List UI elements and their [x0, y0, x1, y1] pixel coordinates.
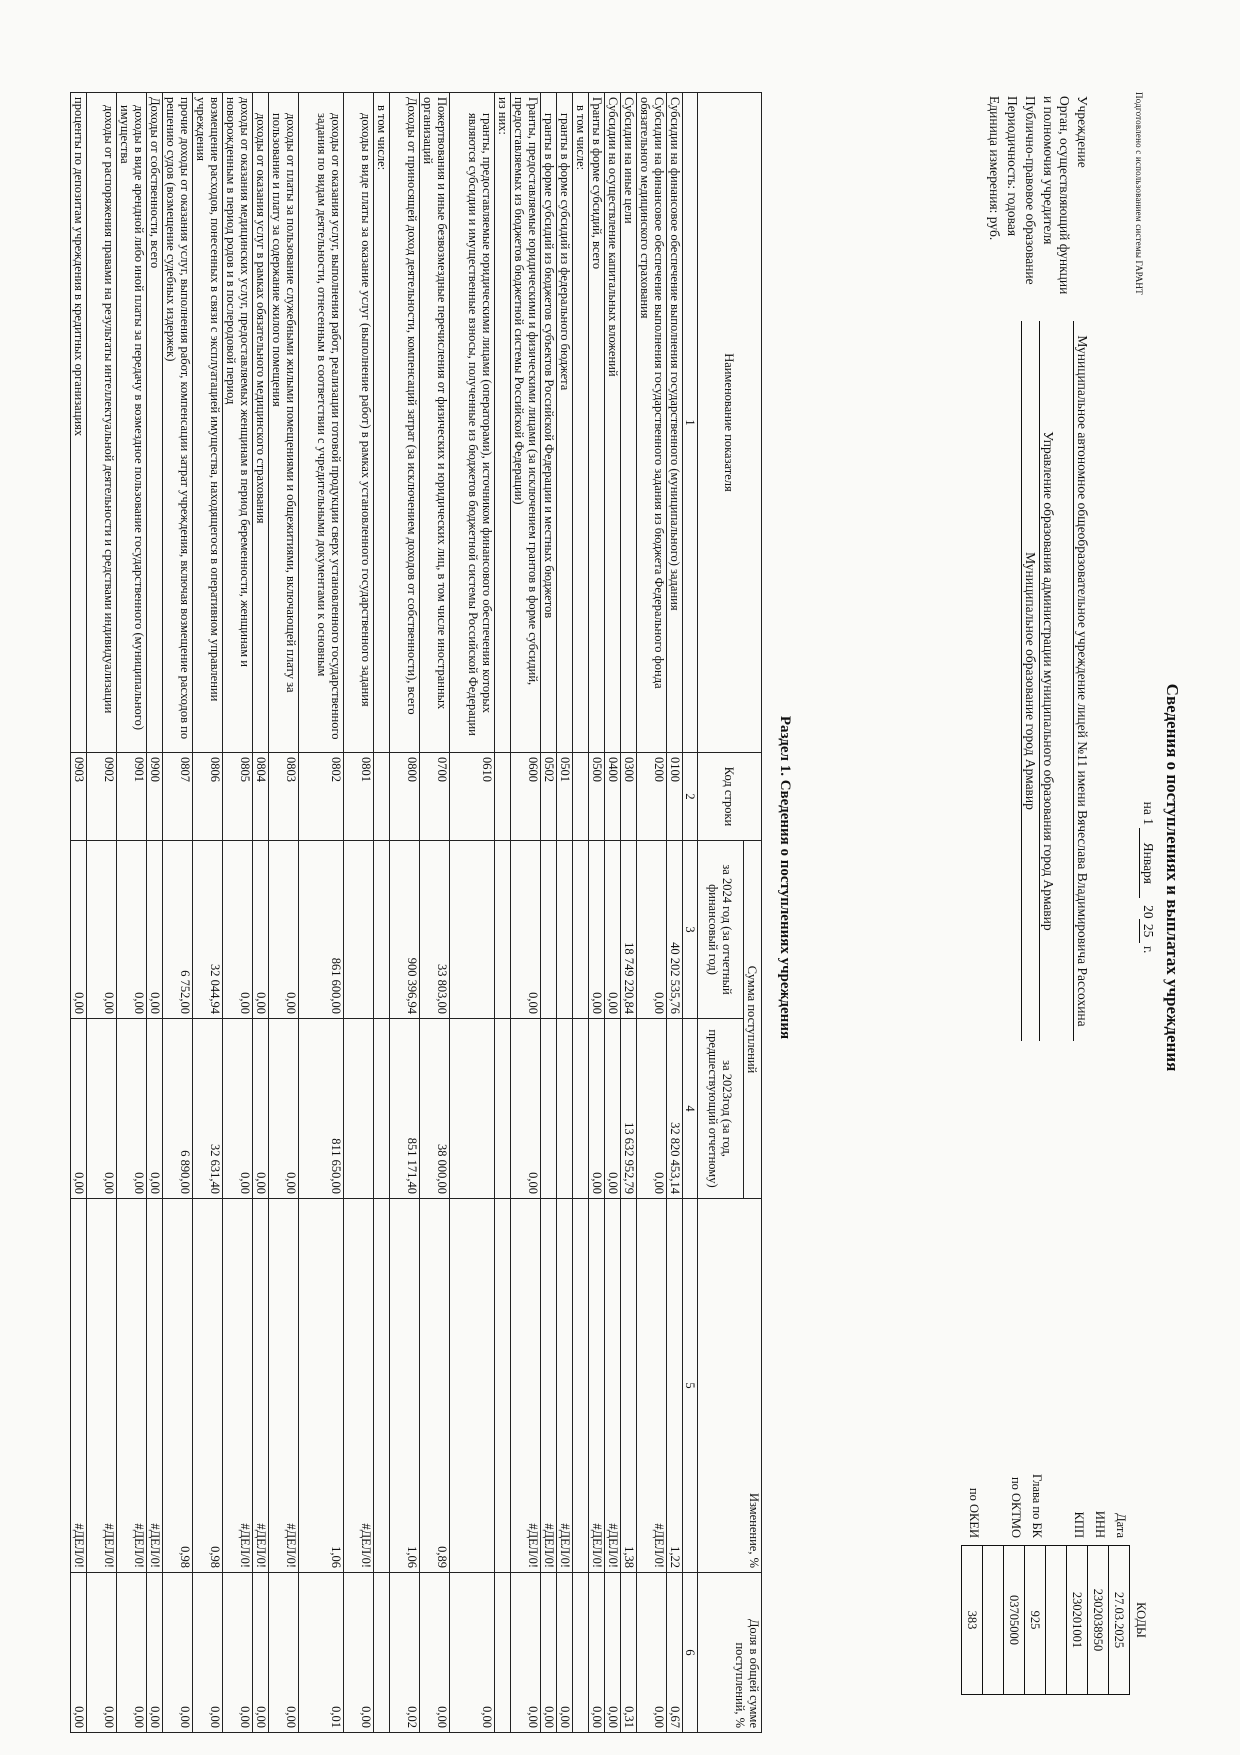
header-current: за 2024 год (за отчетный финансовый год) [698, 841, 744, 1019]
header-sum-group: Сумма поступлений [744, 841, 762, 1199]
row-previous-sum: 6 890,00 [163, 1019, 193, 1199]
row-name: из них: [495, 93, 511, 753]
row-change [573, 1199, 589, 1573]
table-row [557, 93, 573, 1733]
row-name: Пожертвования и иные безвозмездные перечисления от физических и юридических лиц, в том числе иностранных организаций [420, 93, 450, 753]
row-change: 0,89 [420, 1199, 450, 1573]
row-share: 0,00 [163, 1573, 193, 1733]
row-previous-sum: 38 000,00 [420, 1019, 450, 1199]
row-change [450, 1199, 495, 1573]
row-change: #ДЕЛ/0! [589, 1199, 605, 1573]
row-share: 0,00 [223, 1573, 253, 1733]
row-share: 0,00 [589, 1573, 605, 1733]
row-share: 0,00 [117, 1573, 147, 1733]
code-inn: 2302038950 [1088, 1546, 1109, 1695]
table-row [420, 93, 450, 1733]
row-change [374, 1199, 390, 1573]
row-name: гранты в форме субсидий из федерального бюджета [557, 93, 573, 753]
col-number: 5 [683, 1199, 698, 1573]
code-bk: 925 [1025, 1546, 1046, 1695]
table-row [299, 93, 344, 1733]
row-current-sum: 900 396,94 [390, 841, 420, 1019]
row-change: #ДЕЛ/0! [269, 1199, 299, 1573]
meta-value: Муниципальное образование город Армавир [1021, 321, 1038, 1041]
row-share: 0,00 [193, 1573, 223, 1733]
row-previous-sum: 0,00 [589, 1019, 605, 1199]
row-previous-sum: 32 820 453,14 [667, 1019, 683, 1199]
header-change: Изменение, % [698, 1199, 762, 1573]
row-name: прочие доходы от оказания услуг, выполнения работ, компенсации затрат учреждения, включая возмещение расходов по решению судов (возмещение судебных издержек) [163, 93, 193, 753]
header-previous: за 2023год (за год, предшествующий отчетному) [698, 1019, 744, 1199]
row-share: 0,00 [605, 1573, 621, 1733]
row-code: 0902 [87, 753, 117, 841]
row-share: 0,00 [450, 1573, 495, 1733]
codes-label-bk: Глава по БК [1030, 1473, 1044, 1538]
row-current-sum [374, 841, 390, 1019]
code-empty [1046, 1546, 1067, 1695]
row-name: доходы от оказания услуг в рамках обязательного медицинского страхования [253, 93, 269, 753]
col-number: 2 [683, 753, 698, 841]
table-row [87, 93, 117, 1733]
row-current-sum: 861 600,00 [299, 841, 344, 1019]
row-name: доходы от распоряжения правами на результаты интеллектуальной деятельности и средствами индивидуализации [87, 93, 117, 753]
code-okei: 383 [962, 1546, 983, 1695]
row-name: в том числе: [573, 93, 589, 753]
row-code: 0900 [147, 753, 163, 841]
table-row [147, 93, 163, 1733]
row-code: 0807 [163, 753, 193, 841]
document-title: Сведения о поступлениях и выплатах учреждения [1163, 683, 1182, 1072]
row-change: 0,98 [193, 1199, 223, 1573]
row-current-sum: 0,00 [147, 841, 163, 1019]
row-share [495, 1573, 511, 1733]
table-row [573, 93, 589, 1733]
row-current-sum: 0,00 [589, 841, 605, 1019]
row-share: 0,31 [621, 1573, 637, 1733]
row-name: Субсидии на финансовое обеспечение выполнения государственного (муниципального) задания [667, 93, 683, 753]
row-previous-sum [573, 1019, 589, 1199]
meta-public-entity [1022, 96, 1038, 810]
row-previous-sum [374, 1019, 390, 1199]
table-row [374, 93, 390, 1733]
row-code: 0400 [605, 753, 621, 841]
row-current-sum: 0,00 [87, 841, 117, 1019]
date-prefix: на 1 [1141, 801, 1156, 825]
row-previous-sum: 811 650,00 [299, 1019, 344, 1199]
row-code: 0502 [541, 753, 557, 841]
header-share: Доля в общей сумме поступлений, % [698, 1573, 762, 1733]
row-current-sum: 0,00 [253, 841, 269, 1019]
codes-label-okei: по ОКЕИ [967, 1487, 981, 1538]
row-name: Субсидии на финансовое обеспечение выполнения государственного задания из бюджета Федерального фонда обязательного медицинского страхования [637, 93, 667, 753]
row-current-sum: 0,00 [511, 841, 541, 1019]
table-row [390, 93, 420, 1733]
row-current-sum: 0,00 [605, 841, 621, 1019]
meta-founder-1 [1056, 96, 1072, 311]
row-code [374, 753, 390, 841]
section-title: Раздел 1. Сведения о поступлениях учреждения [777, 715, 793, 1040]
row-code: 0600 [511, 753, 541, 841]
table-row [541, 93, 557, 1733]
row-change: #ДЕЛ/0! [147, 1199, 163, 1573]
row-change: #ДЕЛ/0! [541, 1199, 557, 1573]
table-row [589, 93, 605, 1733]
row-change: 1,38 [621, 1199, 637, 1573]
row-previous-sum [557, 1019, 573, 1199]
row-current-sum: 6 752,00 [163, 841, 193, 1019]
table-row [269, 93, 299, 1733]
row-change: #ДЕЛ/0! [117, 1199, 147, 1573]
header-name: Наименование показателя [698, 93, 762, 753]
row-previous-sum: 0,00 [253, 1019, 269, 1199]
row-name: возмещение расходов, понесенных в связи с эксплуатацией имущества, находящегося в оперативном управлении учреждения [193, 93, 223, 753]
garant-note: Подготовлено с использованием системы ГАРАНТ [1134, 92, 1144, 295]
row-code [495, 753, 511, 841]
row-change: #ДЕЛ/0! [511, 1199, 541, 1573]
row-previous-sum: 0,00 [223, 1019, 253, 1199]
row-name: гранты в форме субсидий из бюджетов субъектов Российской Федерации и местных бюджетов [541, 93, 557, 753]
row-name: в том числе: [374, 93, 390, 753]
table-row [253, 93, 269, 1733]
table-row [605, 93, 621, 1733]
row-change: 1,22 [667, 1199, 683, 1573]
row-name: Субсидии на иные цели [621, 93, 637, 753]
row-code: 0500 [589, 753, 605, 841]
row-change: #ДЕЛ/0! [253, 1199, 269, 1573]
row-current-sum [495, 841, 511, 1019]
row-code: 0801 [344, 753, 374, 841]
row-previous-sum: 0,00 [637, 1019, 667, 1199]
row-previous-sum [495, 1019, 511, 1199]
row-previous-sum: 32 631,40 [193, 1019, 223, 1199]
row-current-sum [557, 841, 573, 1019]
table-row [450, 93, 495, 1733]
row-current-sum: 0,00 [269, 841, 299, 1019]
row-current-sum: 0,00 [223, 841, 253, 1019]
code-kpp: 230201001 [1067, 1546, 1088, 1695]
row-current-sum [573, 841, 589, 1019]
row-code: 0805 [223, 753, 253, 841]
table-row [511, 93, 541, 1733]
codes-header: КОДЫ [1134, 1602, 1148, 1638]
meta-label: Периодичность: годовая [1005, 96, 1020, 237]
row-share [573, 1573, 589, 1733]
row-name: гранты, предоставляемые юридическими лицами (операторами), источником финансового обеспечения которых являются субсидии и имущественные взносы, полученные из бюджетов бюджетной системы Российской Федерации [450, 93, 495, 753]
row-share: 0,00 [637, 1573, 667, 1733]
row-code: 0803 [269, 753, 299, 841]
codes-label-kpp: КПП [1072, 1511, 1086, 1538]
row-code: 0901 [117, 753, 147, 841]
row-share: 0,01 [299, 1573, 344, 1733]
row-previous-sum: 0,00 [605, 1019, 621, 1199]
row-previous-sum [450, 1019, 495, 1199]
table-row [163, 93, 193, 1733]
row-code: 0200 [637, 753, 667, 841]
table-row [621, 93, 637, 1733]
row-name: доходы от платы за пользование служебными жилыми помещениями и общежитиями, включающей плату за пользование и плату за содержание жилого помещения [269, 93, 299, 753]
row-current-sum: 0,00 [637, 841, 667, 1019]
table-row [344, 93, 374, 1733]
row-name: Гранты, предоставляемые юридическими и физическими лицами (за исключением грантов в форме субсидий, предоставляемых из бюджетов бюджетной системы Российской Федерации) [511, 93, 541, 753]
row-name: Доходы от приносящей доход деятельности, компенсаций затрат (за исключением доходов от собственности), всего [390, 93, 420, 753]
row-change: #ДЕЛ/0! [71, 1199, 87, 1573]
row-previous-sum [344, 1019, 374, 1199]
row-current-sum: 33 803,00 [420, 841, 450, 1019]
table-row [637, 93, 667, 1733]
row-name: доходы от оказания услуг, выполнения работ, реализации готовой продукции сверх установленного государственного задания по видам деятельности, отнесенным в соответствии с учредительными документами к основным [299, 93, 344, 753]
row-change: 1,06 [299, 1199, 344, 1573]
meta-label: Публично-правовое образование [1023, 96, 1038, 285]
meta-label: Орган, осуществляющий функции [1057, 96, 1072, 295]
row-code: 0806 [193, 753, 223, 841]
row-name: доходы от оказания медицинских услуг, предоставляемых женщинам в период беременности, женщинам и новорожденным в период родов и в послеродовой период [223, 93, 253, 753]
row-change: 0,98 [163, 1199, 193, 1573]
table-row [223, 93, 253, 1733]
row-previous-sum: 13 632 952,79 [621, 1019, 637, 1199]
code-date: 27.03.2025 [1109, 1546, 1130, 1695]
row-code: 0903 [71, 753, 87, 841]
row-share: 0,00 [511, 1573, 541, 1733]
row-current-sum: 18 749 220,84 [621, 841, 637, 1019]
col-number: 1 [683, 93, 698, 753]
row-change: #ДЕЛ/0! [87, 1199, 117, 1573]
table-row [71, 93, 87, 1733]
codes-table [961, 1545, 1130, 1695]
meta-label: и полномочия учредителя [1041, 96, 1056, 245]
row-share: 0,00 [541, 1573, 557, 1733]
row-previous-sum: 851 171,40 [390, 1019, 420, 1199]
row-share: 0,00 [253, 1573, 269, 1733]
row-current-sum: 40 202 535,76 [667, 841, 683, 1019]
row-previous-sum: 0,00 [117, 1019, 147, 1199]
row-previous-sum [541, 1019, 557, 1199]
row-current-sum: 0,00 [117, 841, 147, 1019]
receipts-table [70, 92, 762, 1733]
row-share: 0,00 [269, 1573, 299, 1733]
row-change: 1,06 [390, 1199, 420, 1573]
table-row [667, 93, 683, 1733]
header-code: Код строки [698, 753, 762, 841]
row-current-sum [541, 841, 557, 1019]
meta-periodicity [1004, 96, 1020, 311]
row-change: #ДЕЛ/0! [557, 1199, 573, 1573]
row-share: 0,00 [147, 1573, 163, 1733]
table-row [117, 93, 147, 1733]
row-share: 0,00 [344, 1573, 374, 1733]
row-code: 0100 [667, 753, 683, 841]
date-suffix: г. [1141, 945, 1156, 954]
row-change: #ДЕЛ/0! [223, 1199, 253, 1573]
row-share: 0,02 [390, 1573, 420, 1733]
codes-label-oktmo: по ОКТМО [1009, 1476, 1023, 1538]
row-change: #ДЕЛ/0! [637, 1199, 667, 1573]
row-name: Гранты в форме субсидий, всего [589, 93, 605, 753]
table-row [193, 93, 223, 1733]
meta-founder-2 [1040, 96, 1056, 931]
row-share: 0,00 [557, 1573, 573, 1733]
meta-label: Единица измерения: руб. [987, 96, 1002, 241]
row-current-sum: 32 044,94 [193, 841, 223, 1019]
col-number: 3 [683, 841, 698, 1019]
row-code: 0501 [557, 753, 573, 841]
row-code [573, 753, 589, 841]
meta-label: Учреждение [1075, 96, 1090, 168]
row-previous-sum: 0,00 [511, 1019, 541, 1199]
meta-value: Муниципальное автономное общеобразовательное учреждение лицей №11 имени Вячеслава Владимировича Рассохина [1073, 321, 1090, 1041]
row-name: проценты по депозитам учреждения в кредитных организациях [71, 93, 87, 753]
row-previous-sum: 0,00 [87, 1019, 117, 1199]
codes-label-inn: ИНН [1093, 1510, 1107, 1538]
row-previous-sum: 0,00 [269, 1019, 299, 1199]
row-code: 0804 [253, 753, 269, 841]
row-code: 0300 [621, 753, 637, 841]
row-change [495, 1199, 511, 1573]
row-current-sum: 0,00 [71, 841, 87, 1019]
date-month: Января [1139, 828, 1156, 898]
row-share: 0,67 [667, 1573, 683, 1733]
meta-institution [1074, 96, 1090, 1027]
col-number: 4 [683, 1019, 698, 1199]
row-code: 0700 [420, 753, 450, 841]
row-code: 0800 [390, 753, 420, 841]
row-name: доходы в виде арендной либо иной платы за передачу в возмездное пользование государственного (муниципального) имущества [117, 93, 147, 753]
report-date [1139, 0, 1156, 1755]
row-code: 0802 [299, 753, 344, 841]
row-share: 0,00 [420, 1573, 450, 1733]
col-number: 6 [683, 1573, 698, 1733]
date-year-prefix: 20 [1141, 905, 1156, 919]
codes-label-date: Дата [1114, 1513, 1128, 1538]
row-name: доходы в виде платы за оказание услуг (выполнение работ) в рамках установленного государственного задания [344, 93, 374, 753]
row-share [374, 1573, 390, 1733]
table-row [495, 93, 511, 1733]
row-previous-sum: 0,00 [71, 1019, 87, 1199]
row-current-sum [344, 841, 374, 1019]
row-change: #ДЕЛ/0! [605, 1199, 621, 1573]
row-code: 0610 [450, 753, 495, 841]
row-name: Субсидии на осуществление капитальных вложений [605, 93, 621, 753]
row-name: Доходы от собственности, всего [147, 93, 163, 753]
row-current-sum [450, 841, 495, 1019]
row-previous-sum: 0,00 [147, 1019, 163, 1199]
code-oktmo: 03705000 [1004, 1546, 1025, 1695]
row-share: 0,00 [71, 1573, 87, 1733]
row-share: 0,00 [87, 1573, 117, 1733]
meta-value: Управление образования администрации муниципального образования город Армавир [1039, 321, 1056, 1041]
date-year: 25 [1139, 919, 1156, 943]
meta-unit [986, 96, 1002, 311]
row-change: #ДЕЛ/0! [344, 1199, 374, 1573]
code-empty [983, 1546, 1004, 1695]
